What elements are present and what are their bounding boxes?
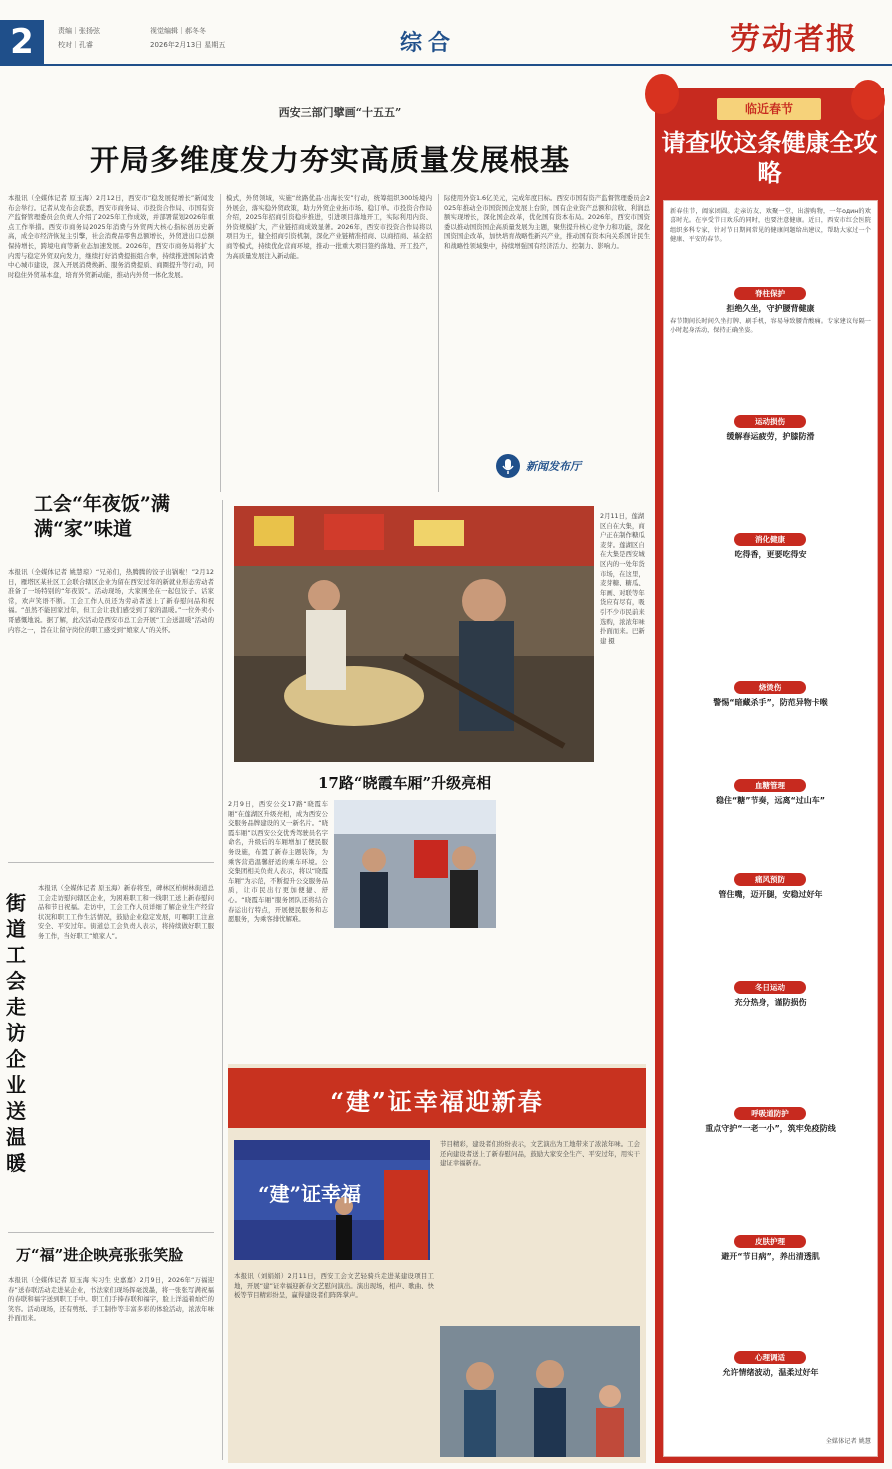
sidebar-pill-9: 皮肤护理 [734,1235,806,1248]
proof-label: 校对｜孔睿 [58,41,93,49]
fu-title: 万“福”进企映亮张张笑脸 [16,1246,184,1264]
issue-date: 2026年2月13日 星期五 [150,41,226,49]
sidebar-tag: 临近春节 [717,98,821,120]
section-title: 综合 [400,30,457,56]
sidebar-pill-8: 呼吸道防护 [734,1107,806,1120]
page-number: 2 [0,20,44,64]
sidebar-sub-6: 管住嘴，迈开腿，安稳过好年 [718,890,823,899]
column-rule [220,194,221,492]
sidebar-pill-2: 运动损伤 [734,415,806,428]
banner-title-strip [228,1068,646,1128]
sidebar-pill-4: 烧烫伤 [734,681,806,694]
press-badge-label: 新闻发布厅 [526,460,581,473]
sidebar-pill-7: 冬日运动 [734,981,806,994]
banner-body-col1: 本报讯（刘娟娟）2月11日，西安工会文艺轻骑兵走进某建设项目工地，开展“建”证幸福迎新春文艺慰问演出。演出现场，相声、歌曲、快板等节目精彩纷呈，赢得建设者们阵阵掌声。 [234,1272,434,1300]
sidebar-pill-1: 脊柱保护 [734,287,806,300]
sidebar-content [663,200,878,1457]
row-rule [8,1232,214,1233]
health-sidebar [655,88,884,1463]
banner-body-col2: 节目精彩，建设者们纷纷表示，文艺演出为工地带来了浓浓年味。工会还向建设者送上了新春慰问品，鼓励大家安全生产、平安过年，用实干建证幸福新春。 [440,1140,640,1168]
sidebar-sub-1: 拒绝久坐，守护腰背健康 [726,304,815,313]
sidebar-intro: 新春佳节，阖家团圆。走亲访友、欢聚一堂，出游购物，一年один的欢喜时光。在享受节日欢乐的同时，也要注意健康。近日，西安市红会医院组织多科专家，针对节日期间常见的健康问题给出建议，帮助大家过一个健康、平安的春节。 [670,208,871,244]
lead-column-1: 本报讯（全媒体记者 原玉海）2月12日，西安市“稳发展促增长”新闻发布会举行。记者从发布会获悉，西安市商务局、市投资合作局、市国有资产监督管理委员会负责人介绍了2025年工作成效，并部署谋划2026年重点工作举措。西安市商务局2025年消费与外贸两大核心指标创历史新高，成全市经济恢复主引擎，社会消费品零售总额增长，外贸进出口总额保持增长，跨境电商等新业态加速发展。2026年，西安市商务局将扩大内需与稳定外贸双向发力，继续打好消费提振组合拳，持续推进国际消费中心城市建设，深入开展消费焕新、服务消费提质、商圈提升等行动，同时稳住外贸基本盘，培育外贸新动能，推动内外贸一体化发展。 [8,194,214,279]
lead-kicker: 西安三部门擘画“十五五” [278,106,402,119]
fu-body: 本报讯（全媒体记者 原玉海 实习生 史嘉嘉）2月9日，2026年“万福迎春”送春联活动走进某企业，书法家们现场挥毫泼墨，将一张张写满祝福的春联和福字送到职工手中。职工们手捧春联和福字，脸上洋溢着灿烂的笑容。活动现场，还有剪纸、手工制作等丰富多彩的体验活动，浓浓年味扑面而来。 [8,1276,214,1323]
bus-title: 17路“晓霞车厢”升级亮相 [318,774,492,792]
sidebar-sub-4: 警惕“暗藏杀手”，防范异物卡喉 [713,698,828,707]
bus-photo [334,800,496,928]
editor-label: 责编｜张扬弦 [58,27,100,35]
union-feast-body: 本报讯（全媒体记者 姚慧琼）“兄弟们，热腾腾的饺子出锅啦！”2月12日，雁塔区某社区工会联合辖区企业为留在西安过年的新就业形态劳动者准备了一场特别的“年夜饭”。活动现场，大家围坐在一起包饺子、话家常，欢声笑语不断。工会工作人员还为劳动者送上了新春慰问品和祝福。“虽然不能回家过年，但工会让我们感受到了家的温暖。”一位外卖小哥感慨地说。据了解，此次活动是西安市总工会开展“工会送温暖”活动的内容之一，旨在让留守岗位的职工感受到“娘家人”的关怀。 [8,568,214,634]
banner-feature [228,1064,646,1463]
street-union-title: 街道工会走访企业送温暖 [6,891,26,1175]
sidebar-body-1: 春节期间长时间久坐打牌、刷手机，容易导致腰背酸痛。专家建议每隔一小时起身活动，保持正确坐姿。 [670,318,871,335]
microphone-icon [496,454,520,478]
banner-title: “建”证幸福迎新春 [330,1087,544,1116]
lead-headline: 开局多维度发力夯实高质量发展根基 [89,143,570,177]
union-feast-title: 工会“年夜饭”满满“家”味道 [34,493,170,540]
sidebar-sub-3: 吃得香，更要吃得安 [734,550,807,559]
bus-body-continued [498,800,648,1050]
street-union-body: 本报讯（全媒体记者 原玉海）新春将至，碑林区柏树林街道总工会走访慰问辖区企业，为困难职工和一线职工送上新春慰问品和节日祝福。走访中，工会工作人员详细了解企业生产经营状况和职工工作生活情况，鼓励企业稳定发展，叮嘱职工注意安全、平安过年。街道总工会负责人表示，将持续做好职工服务工作，当好职工“娘家人”。 [38,884,214,940]
lead-column-3: 际使用外资1.6亿美元，完成年度目标。西安市国有资产监督管理委员会2025年推动全市国资国企发展上台阶，国有企业资产总额和营收、利润总额实现增长，深化国企改革，优化国有资本布局。2026年，西安市国资委以推动国资国企高质量发展为主题，聚焦提升核心竞争力和功能，深化国资国企改革，加快培育战略性新兴产业，推动国有资本向关系国计民生和战略性领域集中，持续增强国有经济活力、控制力、影响力。 [444,194,650,250]
sidebar-pill-5: 血糖管理 [734,779,806,792]
sidebar-author: 全媒体记者 姚慧 [825,1438,871,1445]
stage-photo [234,1140,430,1260]
visual-editor-label: 视觉编辑｜郝冬冬 [150,27,206,35]
sidebar-sub-2: 缓解春运疲劳，护膝防滑 [726,432,815,441]
sidebar-pill-3: 消化健康 [734,533,806,546]
sidebar-sub-5: 稳住“糖”节奏，远离“过山车” [715,796,826,805]
audience-photo [440,1326,640,1457]
sidebar-sub-7: 充分热身，谨防损伤 [734,998,807,1007]
column-rule [438,194,439,492]
press-badge [496,452,616,482]
sidebar-title: 请查收这条健康全攻略 [661,128,878,187]
sidebar-sub-8: 重点守护“一老一小”，筑牢免疫防线 [705,1124,836,1133]
sidebar-pill-10: 心理调适 [734,1351,806,1364]
lantern-icon [851,80,885,120]
bus-body: 2月9日，西安公交17路“晓霞车厢”在莲湖区升级亮相，成为西安公交服务品牌建设的又一新名片。“晓霞车厢”以西安公交优秀驾驶员名字命名，升级后的车厢增加了便民服务设施，布置了新春主题装饰，为乘客营造温馨舒适的乘车环境。公交集团相关负责人表示，将以“晓霞车厢”为示范，不断提升公交服务品质，让市民出行更加便捷、舒心。“晓霞车厢”服务团队还将结合春运出行特点，开展便民服务和志愿服务，为乘客排忧解难。 [228,800,328,924]
lantern-icon [645,74,679,114]
masthead-logo: 劳动者报 [730,22,858,57]
sidebar-pill-6: 痛风预防 [734,873,806,886]
header-rule [0,64,892,66]
row-rule [8,862,214,863]
market-photo [234,506,594,762]
sidebar-sub-10: 允许情绪波动，温柔过好年 [722,1368,819,1377]
sidebar-sub-9: 避开“节日病”，养出清透肌 [721,1252,820,1261]
column-rule [222,500,223,1460]
photo-caption: 2月11日，莲湖区自在大集，商户正在制作糖瓜麦芽。莲湖区自在大集是西安城区内的一处年货市场，在这里，麦芽糖、糖瓜、年画、对联等年货应有尽有，吸引不少市民前来选购，浓浓年味扑面而来。巴新建 摄 [600,512,645,645]
stage-screen-text: “建”证幸福 [258,1182,362,1206]
lead-column-2: 模式，外贸领域，实施“丝路优品·出海长安”行动，统筹组织300场境内外展会，落实稳外贸政策，助力外贸企业拓市场、稳订单。市投资合作局介绍，2025年招商引资稳步推进，引进项目落地开工，实际利用内资、外资规模扩大，产业链招商成效显著。2026年，西安市投资合作局将以项目为王，健全招商引资机制，深化产业链精准招商、以商招商、基金招商等模式，持续优化营商环境，推动一批重大项目签约落地、开工投产，为高质量发展注入新动能。 [226,194,432,260]
